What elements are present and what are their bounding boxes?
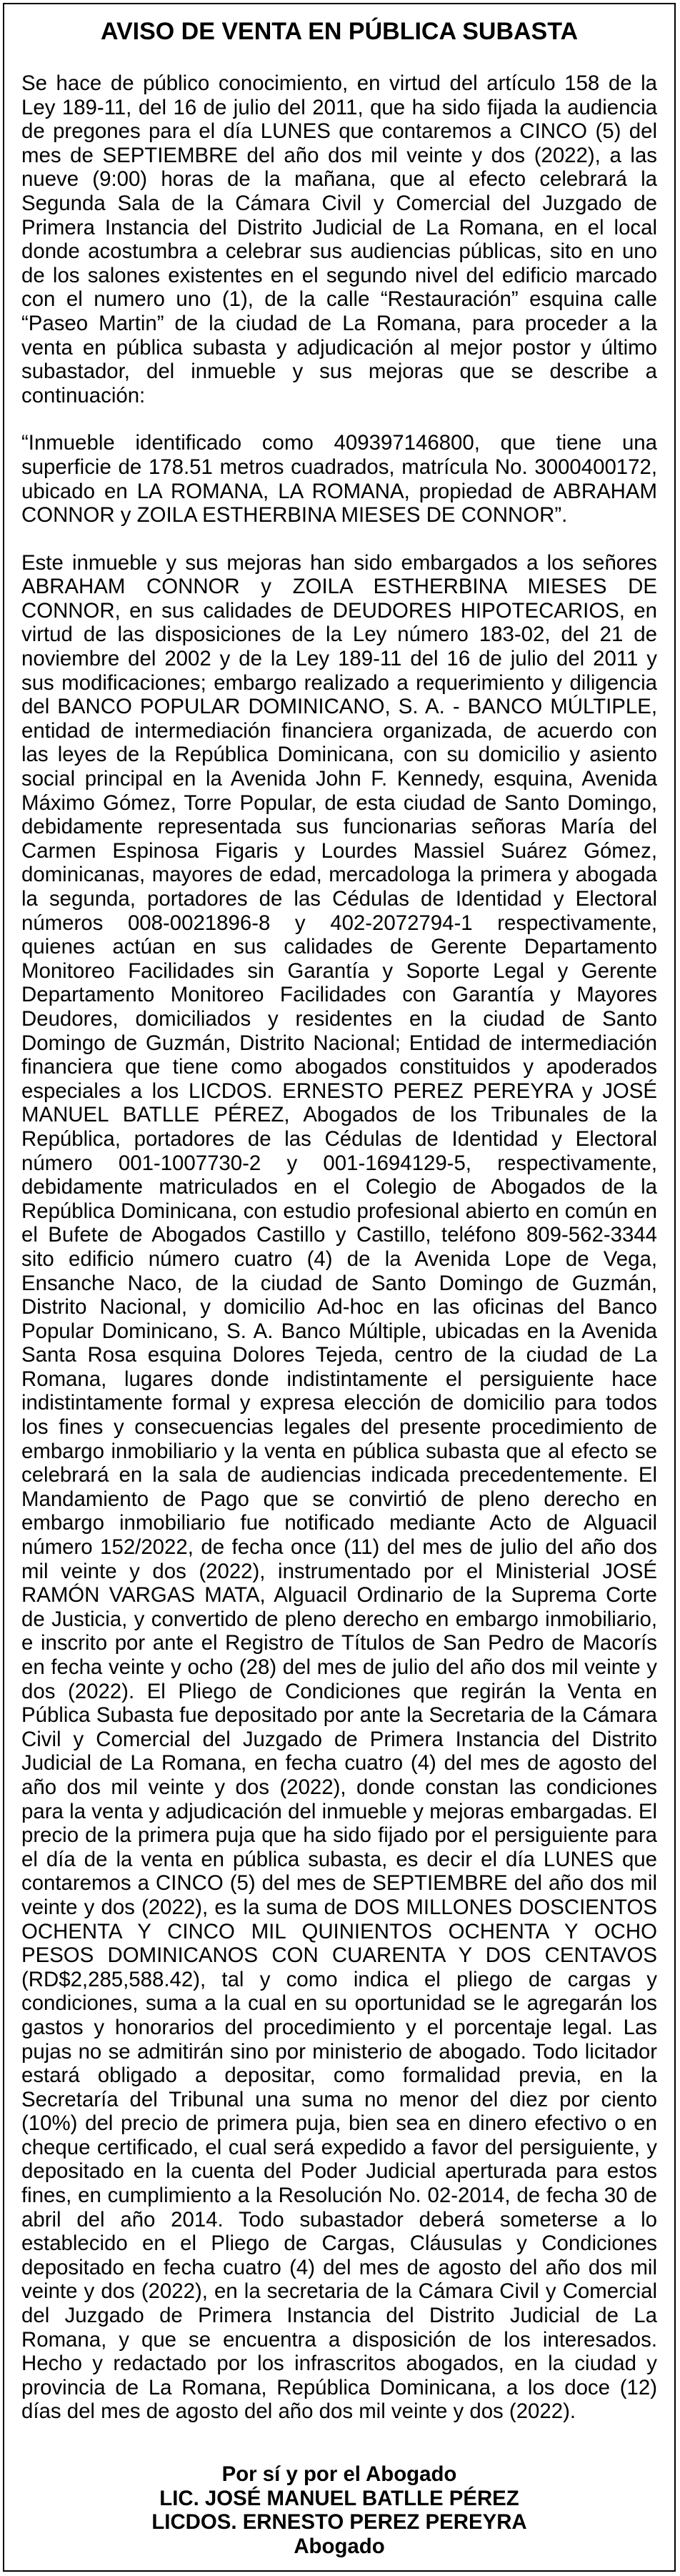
- signature-line-4: Abogado: [294, 2534, 385, 2558]
- seizure-details-paragraph: Este inmueble y sus mejoras han sido embargados a los señores ABRAHAM CONNOR y ZOILA ESTHERBINA MIESES DE CONNOR, en sus calidades de DEUDORES HIPOTECARIOS, en virtud de las disposiciones de la Ley número 183-02, del 21 de noviembre del 2002 y de la Ley 189-11 del 16 de julio del 2011 y sus modificaciones; embargo realizado a requerimiento y diligencia del BANCO POPULAR DOMINICANO, S. A. - BANCO MÚLTIPLE, entidad de intermediación financiera organizada, de acuerdo con las leyes de la República Dominicana, con su domicilio y asiento social principal en la Avenida John F. Kennedy, esquina, Avenida Máximo Gómez, Torre Popular, de esta ciudad de Santo Domingo, debidamente representada sus funcionarias señoras María del Carmen Espinosa Figaris y Lourdes Massiel Suárez Gómez, dominicanas, mayores de edad, mercadologa la primera y abogada la segunda, portadores de las Cédulas de Identidad y Electoral números 008-0021896-8 y 402-2072794-1 respectivamente, quienes actúan en sus calidades de Gerente Departamento Monitoreo Facilidades sin Garantía y Soporte Legal y Gerente Departamento Monitoreo Facilidades con Garantía y Mayores Deudores, domiciliados y residentes en la ciudad de Santo Domingo de Guzmán, Distrito Nacional; Entidad de intermediación financiera que tiene como abogados constituidos y apoderados especiales a los LICDOS. ERNESTO PEREZ PEREYRA y JOSÉ MANUEL BATLLE PÉREZ, Abogados de los Tribunales de la República, portadores de las Cédulas de Identidad y Electoral número 001-1007730-2 y 001-1694129-5, respectivamente, debidamente matriculados en el Colegio de Abogados de la República Dominicana, con estudio profesional abierto en común en el Bufete de Abogados Castillo y Castillo, teléfono 809-562-3344 sito edificio número cuatro (4) de la Avenida Lope de Vega, Ensanche Naco, de la ciudad de Santo Domingo de Guzmán, Distrito Nacional, y domicilio Ad-hoc en las oficinas del Banco Popular Dominicano, S. A. Banco Múltiple, ubicadas en la Avenida Santa Rosa esquina Dolores Tejeda, centro de la ciudad de La Romana, lugares donde indistintamente el persiguiente hace indistintamente formal y expresa elección de domicilio para todos los fines y consecuencias legales del presente procedimiento de embargo inmobiliario y la venta en pública subasta que al efecto se celebrará en la sala de audiencias indicada precedentemente. El Mandamiento de Pago que se convirtió de pleno derecho en embargo inmobiliario fue notificado mediante Acto de Alguacil número 152/2022, de fecha once (11) del mes de julio del año dos mil veinte y dos (2022), instrumentado por el Ministerial JOSÉ RAMÓN VARGAS MATA, Alguacil Ordinario de la Suprema Corte de Justicia, y convertido de pleno derecho en embargo inmobiliario, e inscrito por ante el Registro de Títulos de San Pedro de Macorís en fecha veinte y ocho (28) del mes de julio del año dos mil veinte y dos (2022). El Pliego de Condiciones que regirán la Venta en Pública Subasta fue depositado por ante la Secretaria de la Cámara Civil y Comercial del Juzgado de Primera Instancia del Distrito Judicial de La Romana, en fecha cuatro (4) del mes de agosto del año dos mil veinte y dos (2022), donde constan las condiciones para la venta y adjudicación del inmueble y mejoras embargadas. El precio de la primera puja que ha sido fijado por el persiguiente para el día de la venta en pública subasta, es decir el día LUNES que contaremos a CINCO (5) del mes de SEPTIEMBRE del año dos mil veinte y dos (2022), es la suma de DOS MILLONES DOSCIENTOS OCHENTA Y CINCO MIL QUINIENTOS OCHENTA Y OCHO PESOS DOMINICANOS CON CUARENTA Y DOS CENTAVOS (RD$2,285,588.42), tal y como indica el pliego de cargas y condiciones, suma a la cual en su oportunidad se le agregarán los gastos y honorarios del procedimiento y el porcentaje legal. Las pujas no se admitirán sino por ministerio de abogado. Todo licitador estará obligado a depositar, como formalidad previa, en la Secretaría del Tribunal una suma no menor del diez por ciento (10%) del precio de primera puja, bien sea en dinero efectivo o en cheque certificado, el cual será expedido a favor del persiguiente, y depositado en la cuenta del Poder Judicial aperturada para estos fines, en cumplimiento a la Resolución No. 02-2014, de fecha 30 de abril del año 2014. Todo subastador deberá someterse a lo establecido en el Pliego de Cargas, Cláusulas y Condiciones depositado en fecha cuatro (4) del mes de agosto del año dos mil veinte y dos (2022), en la secretaria de la Cámara Civil y Comercial del Juzgado de Primera Instancia del Distrito Judicial de La Romana, y que se encuentra a disposición de los interesados. Hecho y redactado por los infrascritos abogados, en la ciudad y provincia de La Romana, República Dominicana, a los doce (12) días del mes de agosto del año dos mil veinte y dos (2022).: [21, 550, 657, 2424]
- signature-line-3: LICDOS. ERNESTO PEREZ PEREYRA: [151, 2510, 527, 2535]
- signature-line-2: LIC. JOSÉ MANUEL BATLLE PÉREZ: [159, 2486, 519, 2510]
- paragraph-spacer: [21, 527, 657, 551]
- signature-line-1: Por sí y por el Abogado: [221, 2462, 457, 2486]
- notice-body: [4, 4, 674, 2558]
- property-description: “Inmueble identificado como 409397146800, que tiene una superficie de 178.51 metros cuadrados, matrícula No. 3000400172, ubicado en LA ROMANA, LA ROMANA, propiedad de ABRAHAM CONNOR y ZOILA ESTHERBINA MIESES DE CONNOR”.: [21, 431, 657, 527]
- notice-title: AVISO DE VENTA EN PÚBLICA SUBASTA: [100, 18, 579, 45]
- signature-block: [21, 2462, 657, 2558]
- paragraph-spacer: [21, 407, 657, 431]
- notice-frame: [3, 3, 676, 2572]
- announcement-paragraph: Se hace de público conocimiento, en virtud del artículo 158 de la Ley 189-11, del 16 de julio del 2011, que ha sido fijada la audiencia de pregones para el día LUNES que contaremos a CINCO (5) del mes de SEPTIEMBRE del año dos mil veinte y dos (2022), a las nueve (9:00) horas de la mañana, que al efecto celebrará la Segunda Sala de la Cámara Civil y Comercial del Juzgado de Primera Instancia del Distrito Judicial de La Romana, en el local donde acostumbra a celebrar sus audiencias públicas, sito en uno de los salones existentes en el segundo nivel del edificio marcado con el numero uno (1), de la calle “Restauración” esquina calle “Paseo Martin” de la ciudad de La Romana, para proceder a la venta en pública subasta y adjudicación al mejor postor y último subastador, del inmueble y sus mejoras que se describe a continuación:: [21, 71, 657, 407]
- signature-spacer: [21, 2424, 657, 2462]
